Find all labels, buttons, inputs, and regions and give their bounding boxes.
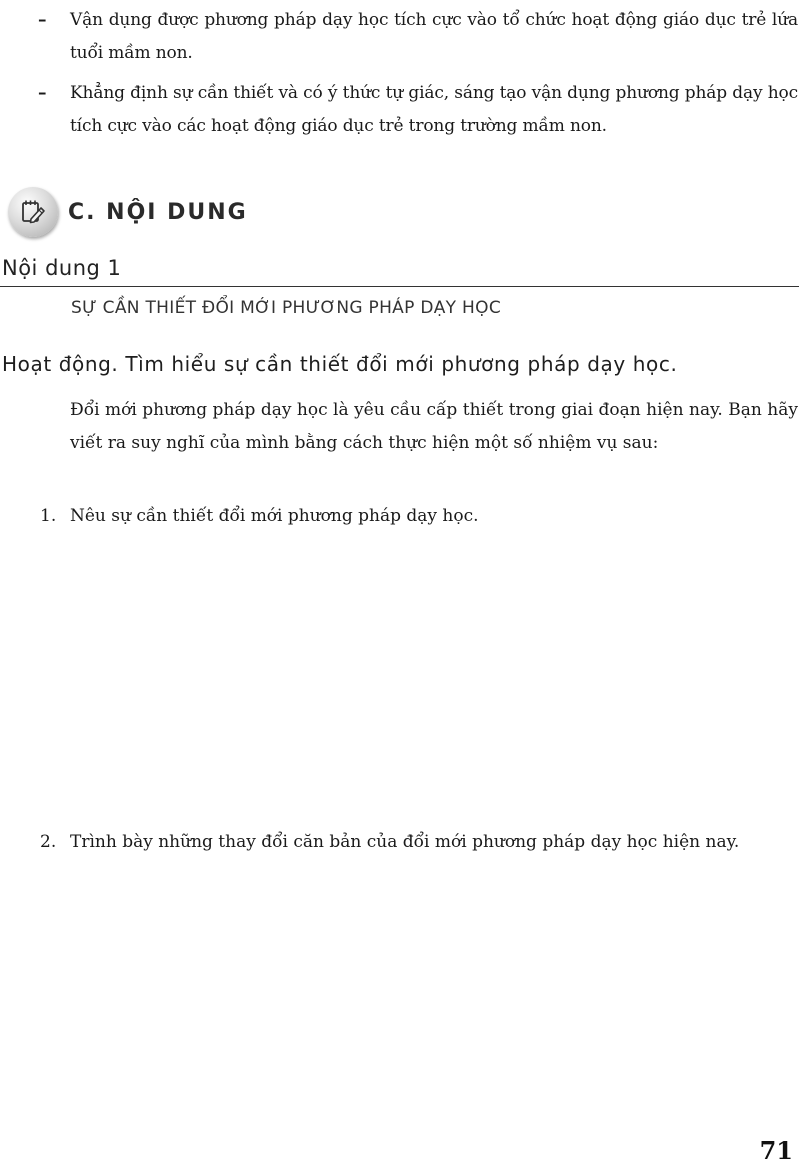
dash-bullet: –	[38, 83, 47, 103]
objective-text: Khẳng định sự cần thiết và có ý thức tự giác, sáng tạo vận dụng phương pháp dạy học tích cực vào các hoạt động giáo dục trẻ trong trường mầm non.	[70, 83, 798, 136]
dash-bullet: –	[38, 10, 47, 30]
page-number: 71	[759, 1136, 793, 1165]
list-item	[38, 77, 798, 143]
task-item	[40, 826, 798, 859]
section-heading	[8, 186, 248, 238]
task-text: Nêu sự cần thiết đổi mới phương pháp dạy học.	[70, 506, 479, 526]
list-item	[38, 4, 798, 70]
activity-heading: Hoạt động. Tìm hiểu sự cần thiết đổi mới phương pháp dạy học.	[2, 352, 678, 376]
edit-note-icon	[8, 187, 58, 237]
objective-text: Vận dụng được phương pháp dạy học tích cực vào tổ chức hoạt động giáo dục trẻ lứa tuổi mầm non.	[70, 10, 798, 63]
section-title: C. NỘI DUNG	[68, 199, 248, 225]
content-label: Nội dung 1	[2, 256, 122, 280]
objectives-list	[38, 4, 798, 143]
task-item	[40, 500, 798, 533]
content-subtitle: SỰ CẦN THIẾT ĐỔI MỚI PHƯƠNG PHÁP DẠY HỌC	[71, 298, 501, 318]
intro-paragraph: Đổi mới phương pháp dạy học là yêu cầu cấp thiết trong giai đoạn hiện nay. Bạn hãy viết ra suy nghĩ của mình bằng cách thực hiện một số nhiệm vụ sau:	[70, 400, 798, 453]
task-number: 1.	[40, 506, 57, 526]
divider	[0, 286, 799, 287]
task-number: 2.	[40, 832, 57, 852]
task-text: Trình bày những thay đổi căn bản của đổi mới phương pháp dạy học hiện nay.	[70, 832, 740, 852]
